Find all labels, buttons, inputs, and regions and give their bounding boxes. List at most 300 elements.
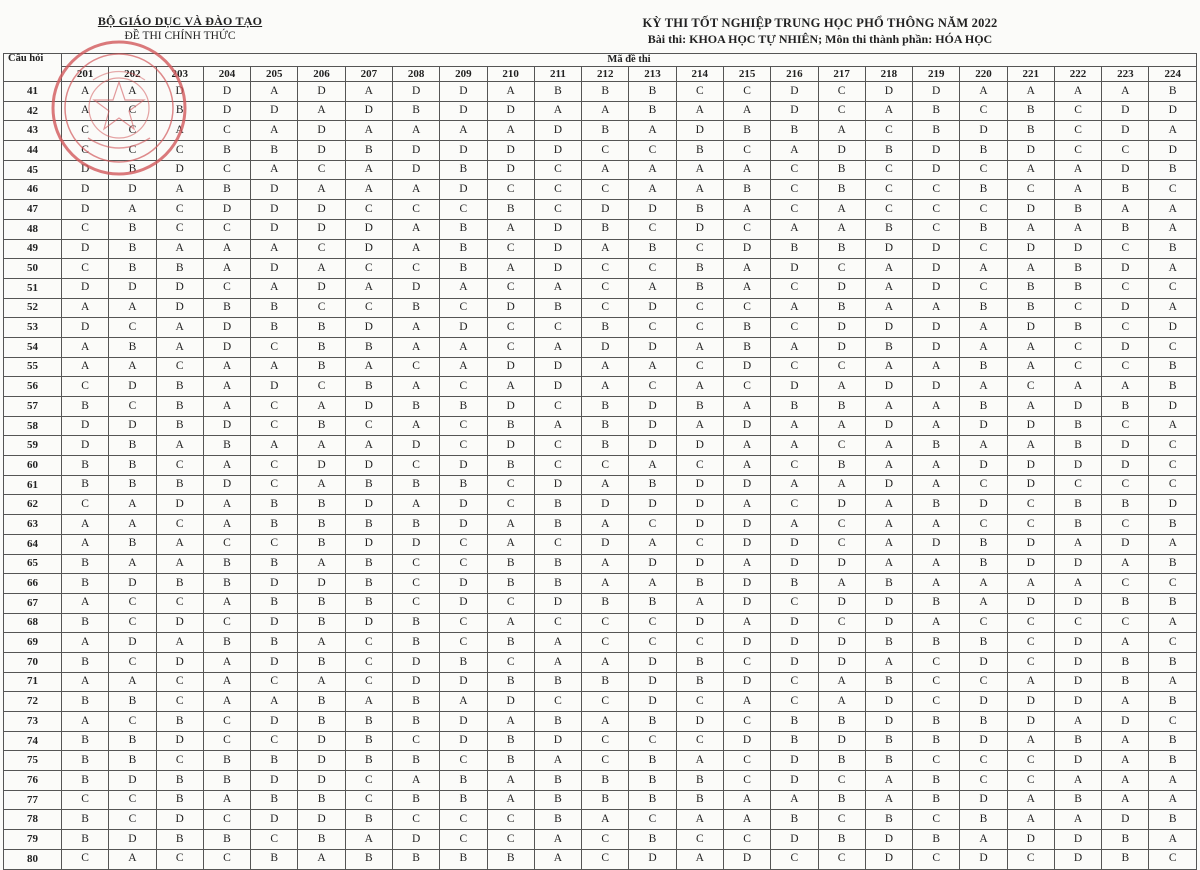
answer-cell: D xyxy=(440,180,487,200)
answer-cell: C xyxy=(582,751,629,771)
answer-cell: A xyxy=(723,790,770,810)
answer-cell: B xyxy=(440,259,487,279)
answer-cell: A xyxy=(392,377,439,397)
answer-cell: A xyxy=(487,613,534,633)
answer-cell: A xyxy=(960,337,1007,357)
answer-cell: B xyxy=(487,200,534,220)
answer-cell: D xyxy=(203,82,250,102)
code-header: 219 xyxy=(913,67,960,82)
answer-cell: B xyxy=(487,751,534,771)
table-row xyxy=(4,593,1197,613)
answer-cell: A xyxy=(1007,790,1054,810)
answer-cell: C xyxy=(723,219,770,239)
answer-cell: B xyxy=(629,790,676,810)
answer-cell: A xyxy=(629,160,676,180)
answer-cell: A xyxy=(392,318,439,338)
answer-cell: B xyxy=(298,790,345,810)
answer-cell: B xyxy=(440,652,487,672)
answer-cell: C xyxy=(1149,337,1197,357)
answer-cell: C xyxy=(582,259,629,279)
answer-cell: A xyxy=(62,337,109,357)
answer-cell: B xyxy=(203,633,250,653)
answer-cell: B xyxy=(960,554,1007,574)
answer-cell: B xyxy=(960,219,1007,239)
answer-cell: A xyxy=(771,141,818,161)
answer-cell: B xyxy=(156,377,203,397)
answer-cell: A xyxy=(582,357,629,377)
answer-cell: A xyxy=(865,278,912,298)
answer-cell: C xyxy=(1149,456,1197,476)
answer-cell: A xyxy=(676,101,723,121)
answer-cell: D xyxy=(251,219,298,239)
answer-cell: D xyxy=(251,810,298,830)
answer-cell: B xyxy=(1149,810,1197,830)
answer-cell: D xyxy=(771,613,818,633)
answer-cell: A xyxy=(771,436,818,456)
answer-cell: B xyxy=(156,574,203,594)
answer-cell: C xyxy=(582,692,629,712)
answer-cell: A xyxy=(1054,810,1101,830)
answer-cell: D xyxy=(298,574,345,594)
answer-cell: B xyxy=(723,121,770,141)
answer-cell: C xyxy=(771,456,818,476)
answer-cell: D xyxy=(818,318,865,338)
answer-cell: B xyxy=(487,731,534,751)
answer-cell: B xyxy=(62,652,109,672)
answer-cell: C xyxy=(723,377,770,397)
answer-cell: B xyxy=(298,357,345,377)
answer-cell: C xyxy=(960,475,1007,495)
answer-cell: A xyxy=(203,456,250,476)
header-left xyxy=(80,14,280,42)
question-number: 69 xyxy=(4,633,62,653)
answer-cell: C xyxy=(440,830,487,850)
exam-title: KỲ THI TỐT NGHIỆP TRUNG HỌC PHỔ THÔNG NĂM 2022 xyxy=(642,16,998,30)
answer-cell: C xyxy=(440,298,487,318)
answer-cell: A xyxy=(913,416,960,436)
question-number: 46 xyxy=(4,180,62,200)
answer-cell: C xyxy=(109,712,156,732)
answer-cell: D xyxy=(345,318,392,338)
answer-cell: B xyxy=(676,672,723,692)
answer-cell: D xyxy=(534,219,581,239)
answer-cell: B xyxy=(345,377,392,397)
answer-cell: B xyxy=(629,593,676,613)
answer-cell: C xyxy=(534,436,581,456)
answer-cell: C xyxy=(818,101,865,121)
answer-cell: D xyxy=(1007,318,1054,338)
answer-cell: C xyxy=(109,318,156,338)
answer-cell: C xyxy=(1149,278,1197,298)
answer-cell: D xyxy=(913,278,960,298)
answer-cell: B xyxy=(345,731,392,751)
answer-cell: C xyxy=(345,298,392,318)
answer-cell: A xyxy=(723,436,770,456)
answer-cell: D xyxy=(203,101,250,121)
answer-cell: A xyxy=(203,239,250,259)
answer-cell: C xyxy=(203,810,250,830)
answer-cell: A xyxy=(676,810,723,830)
answer-cell: C xyxy=(298,377,345,397)
answer-cell: A xyxy=(629,121,676,141)
answer-cell: B xyxy=(62,397,109,417)
answer-cell: D xyxy=(913,82,960,102)
answer-cell: B xyxy=(582,790,629,810)
answer-cell: D xyxy=(109,830,156,850)
question-number: 77 xyxy=(4,790,62,810)
answer-cell: C xyxy=(771,692,818,712)
answer-cell: B xyxy=(865,810,912,830)
answer-cell: D xyxy=(723,239,770,259)
answer-cell: C xyxy=(440,751,487,771)
answer-cell: C xyxy=(1149,574,1197,594)
answer-cell: B xyxy=(487,633,534,653)
answer-cell: A xyxy=(1149,416,1197,436)
answer-cell: C xyxy=(582,613,629,633)
answer-cell: D xyxy=(298,219,345,239)
answer-cell: A xyxy=(1007,82,1054,102)
table-row xyxy=(4,534,1197,554)
answer-cell: A xyxy=(534,337,581,357)
answer-cell: C xyxy=(251,672,298,692)
answer-cell: A xyxy=(960,436,1007,456)
answer-cell: A xyxy=(203,397,250,417)
answer-cell: B xyxy=(156,712,203,732)
question-number: 66 xyxy=(4,574,62,594)
answer-cell: C xyxy=(109,141,156,161)
table-row xyxy=(4,377,1197,397)
answer-cell: D xyxy=(629,337,676,357)
answer-cell: C xyxy=(1149,475,1197,495)
table-row xyxy=(4,751,1197,771)
answer-cell: A xyxy=(487,771,534,791)
answer-cell: B xyxy=(629,82,676,102)
answer-cell: D xyxy=(865,82,912,102)
answer-cell: C xyxy=(440,200,487,220)
answer-cell: C xyxy=(440,534,487,554)
answer-cell: A xyxy=(1007,259,1054,279)
answer-cell: C xyxy=(62,849,109,869)
answer-cell: A xyxy=(582,160,629,180)
answer-cell: C xyxy=(723,771,770,791)
answer-cell: C xyxy=(203,613,250,633)
answer-cell: D xyxy=(1054,751,1101,771)
answer-cell: A xyxy=(676,377,723,397)
answer-cell: A xyxy=(913,554,960,574)
answer-cell: A xyxy=(251,239,298,259)
answer-cell: C xyxy=(818,810,865,830)
answer-cell: C xyxy=(487,318,534,338)
answer-cell: C xyxy=(156,849,203,869)
answer-cell: D xyxy=(723,515,770,535)
question-number: 73 xyxy=(4,712,62,732)
answer-cell: B xyxy=(440,771,487,791)
answer-cell: B xyxy=(251,141,298,161)
question-number: 52 xyxy=(4,298,62,318)
question-number: 45 xyxy=(4,160,62,180)
answer-cell: B xyxy=(534,672,581,692)
answer-cell: B xyxy=(629,751,676,771)
answer-rows xyxy=(4,82,1197,870)
question-number: 43 xyxy=(4,121,62,141)
answer-cell: B xyxy=(534,515,581,535)
question-number: 61 xyxy=(4,475,62,495)
answer-cell: A xyxy=(818,672,865,692)
answer-cell: D xyxy=(203,318,250,338)
answer-cell: A xyxy=(62,101,109,121)
answer-cell: B xyxy=(109,692,156,712)
answer-cell: D xyxy=(109,180,156,200)
answer-cell: B xyxy=(629,771,676,791)
answer-cell: D xyxy=(1007,141,1054,161)
code-header: 202 xyxy=(109,67,156,82)
answer-cell: C xyxy=(913,652,960,672)
answer-cell: C xyxy=(251,830,298,850)
exam-subject: Bài thi: KHOA HỌC TỰ NHIÊN; Môn thi thành phần: HÓA HỌC xyxy=(647,32,993,46)
answer-cell: C xyxy=(771,278,818,298)
answer-cell: C xyxy=(534,456,581,476)
answer-cell: D xyxy=(582,534,629,554)
answer-cell: B xyxy=(62,731,109,751)
answer-cell: C xyxy=(676,239,723,259)
answer-cell: C xyxy=(62,495,109,515)
answer-cell: D xyxy=(487,298,534,318)
answer-cell: C xyxy=(1102,613,1149,633)
answer-cell: D xyxy=(676,554,723,574)
answer-cell: C xyxy=(1007,652,1054,672)
answer-cell: D xyxy=(1054,672,1101,692)
answer-cell: A xyxy=(440,337,487,357)
question-number: 42 xyxy=(4,101,62,121)
answer-cell: B xyxy=(582,416,629,436)
answer-cell: D xyxy=(960,790,1007,810)
answer-cell: C xyxy=(392,554,439,574)
answer-cell: D xyxy=(62,200,109,220)
question-number: 70 xyxy=(4,652,62,672)
answer-cell: D xyxy=(1007,416,1054,436)
answer-cell: D xyxy=(534,239,581,259)
answer-cell: B xyxy=(1054,436,1101,456)
answer-cell: D xyxy=(392,160,439,180)
answer-cell: A xyxy=(960,574,1007,594)
answer-cell: A xyxy=(62,82,109,102)
answer-cell: A xyxy=(960,82,1007,102)
answer-cell: B xyxy=(818,298,865,318)
answer-cell: C xyxy=(251,337,298,357)
answer-cell: A xyxy=(771,515,818,535)
answer-cell: D xyxy=(440,731,487,751)
answer-cell: A xyxy=(298,180,345,200)
answer-cell: B xyxy=(156,416,203,436)
answer-cell: B xyxy=(582,771,629,791)
answer-cell: D xyxy=(534,377,581,397)
question-number: 49 xyxy=(4,239,62,259)
answer-cell: A xyxy=(1149,219,1197,239)
answer-cell: A xyxy=(865,397,912,417)
answer-cell: D xyxy=(629,554,676,574)
answer-cell: D xyxy=(1149,397,1197,417)
answer-cell: B xyxy=(392,613,439,633)
answer-cell: B xyxy=(1102,495,1149,515)
answer-cell: C xyxy=(156,751,203,771)
answer-cell: D xyxy=(109,278,156,298)
answer-cell: B xyxy=(109,337,156,357)
answer-cell: A xyxy=(1149,298,1197,318)
answer-cell: A xyxy=(1149,121,1197,141)
answer-cell: D xyxy=(109,416,156,436)
answer-cell: C xyxy=(345,672,392,692)
answer-cell: D xyxy=(771,82,818,102)
answer-cell: B xyxy=(771,712,818,732)
answer-cell: B xyxy=(818,751,865,771)
answer-cell: A xyxy=(1007,357,1054,377)
answer-cell: C xyxy=(723,830,770,850)
answer-cell: C xyxy=(582,633,629,653)
answer-cell: A xyxy=(1102,82,1149,102)
answer-cell: C xyxy=(960,200,1007,220)
question-number: 54 xyxy=(4,337,62,357)
answer-cell: B xyxy=(771,731,818,751)
code-header: 214 xyxy=(676,67,723,82)
answer-cell: D xyxy=(1149,101,1197,121)
table-row xyxy=(4,456,1197,476)
answer-cell: A xyxy=(62,515,109,535)
answer-cell: D xyxy=(865,712,912,732)
answer-cell: B xyxy=(1149,751,1197,771)
answer-cell: A xyxy=(676,593,723,613)
question-number: 60 xyxy=(4,456,62,476)
answer-cell: A xyxy=(440,692,487,712)
answer-cell: C xyxy=(109,810,156,830)
answer-cell: A xyxy=(345,278,392,298)
answer-cell: A xyxy=(62,633,109,653)
answer-cell: B xyxy=(109,475,156,495)
table-row xyxy=(4,200,1197,220)
answer-cell: A xyxy=(818,219,865,239)
answer-cell: B xyxy=(109,259,156,279)
answer-cell: B xyxy=(392,751,439,771)
answer-cell: C xyxy=(913,810,960,830)
answer-cell: D xyxy=(392,534,439,554)
answer-cell: D xyxy=(440,456,487,476)
answer-cell: A xyxy=(865,652,912,672)
answer-cell: B xyxy=(1149,239,1197,259)
answer-cell: B xyxy=(676,574,723,594)
answer-cell: C xyxy=(1054,121,1101,141)
answer-cell: A xyxy=(1007,731,1054,751)
answer-cell: A xyxy=(156,239,203,259)
answer-cell: B xyxy=(534,771,581,791)
answer-cell: C xyxy=(960,239,1007,259)
answer-cell: B xyxy=(251,593,298,613)
table-row xyxy=(4,810,1197,830)
answer-cell: C xyxy=(1007,495,1054,515)
answer-cell: B xyxy=(62,475,109,495)
answer-cell: C xyxy=(676,534,723,554)
answer-cell: C xyxy=(156,141,203,161)
answer-cell: B xyxy=(62,692,109,712)
answer-cell: A xyxy=(203,259,250,279)
answer-cell: B xyxy=(676,397,723,417)
answer-cell: A xyxy=(865,456,912,476)
answer-cell: B xyxy=(913,593,960,613)
answer-cell: B xyxy=(62,613,109,633)
answer-cell: D xyxy=(62,416,109,436)
answer-cell: B xyxy=(1149,731,1197,751)
answer-cell: D xyxy=(156,82,203,102)
answer-cell: B xyxy=(251,515,298,535)
answer-cell: A xyxy=(582,554,629,574)
answer-cell: C xyxy=(1054,141,1101,161)
answer-cell: A xyxy=(251,160,298,180)
answer-cell: B xyxy=(251,298,298,318)
answer-cell: D xyxy=(534,259,581,279)
table-row xyxy=(4,731,1197,751)
answer-cell: D xyxy=(487,101,534,121)
answer-cell: A xyxy=(203,515,250,535)
answer-cell: B xyxy=(298,416,345,436)
answer-cell: C xyxy=(1007,633,1054,653)
answer-cell: A xyxy=(723,495,770,515)
answer-cell: A xyxy=(865,436,912,456)
answer-cell: B xyxy=(345,475,392,495)
answer-cell: A xyxy=(771,790,818,810)
answer-cell: B xyxy=(629,712,676,732)
answer-cell: B xyxy=(1149,554,1197,574)
answer-cell: B xyxy=(534,495,581,515)
answer-cell: B xyxy=(865,633,912,653)
answer-cell: D xyxy=(156,613,203,633)
answer-cell: B xyxy=(203,574,250,594)
answer-cell: D xyxy=(582,337,629,357)
answer-cell: C xyxy=(913,692,960,712)
answer-cell: A xyxy=(723,160,770,180)
answer-cell: C xyxy=(865,121,912,141)
code-header: 222 xyxy=(1054,67,1101,82)
answer-cell: C xyxy=(818,534,865,554)
answer-cell: B xyxy=(629,239,676,259)
answer-cell: C xyxy=(960,771,1007,791)
answer-cell: C xyxy=(487,475,534,495)
answer-cell: D xyxy=(1102,121,1149,141)
answer-cell: A xyxy=(109,357,156,377)
answer-cell: C xyxy=(392,456,439,476)
answer-cell: A xyxy=(1054,82,1101,102)
table-row xyxy=(4,633,1197,653)
answer-cell: A xyxy=(203,377,250,397)
answer-cell: C xyxy=(203,712,250,732)
answer-cell: C xyxy=(913,672,960,692)
question-number: 48 xyxy=(4,219,62,239)
answer-cell: C xyxy=(392,810,439,830)
answer-cell: B xyxy=(392,475,439,495)
answer-cell: B xyxy=(818,180,865,200)
answer-cell: D xyxy=(771,101,818,121)
answer-cell: A xyxy=(865,554,912,574)
answer-cell: D xyxy=(723,849,770,869)
answer-cell: C xyxy=(771,200,818,220)
answer-cell: A xyxy=(1149,534,1197,554)
answer-cell: A xyxy=(818,416,865,436)
answer-cell: D xyxy=(156,495,203,515)
answer-cell: B xyxy=(629,475,676,495)
answer-cell: A xyxy=(818,121,865,141)
answer-cell: C xyxy=(1149,436,1197,456)
answer-cell: B xyxy=(345,515,392,535)
answer-cell: D xyxy=(62,239,109,259)
answer-cell: A xyxy=(1054,574,1101,594)
answer-cell: C xyxy=(1054,337,1101,357)
